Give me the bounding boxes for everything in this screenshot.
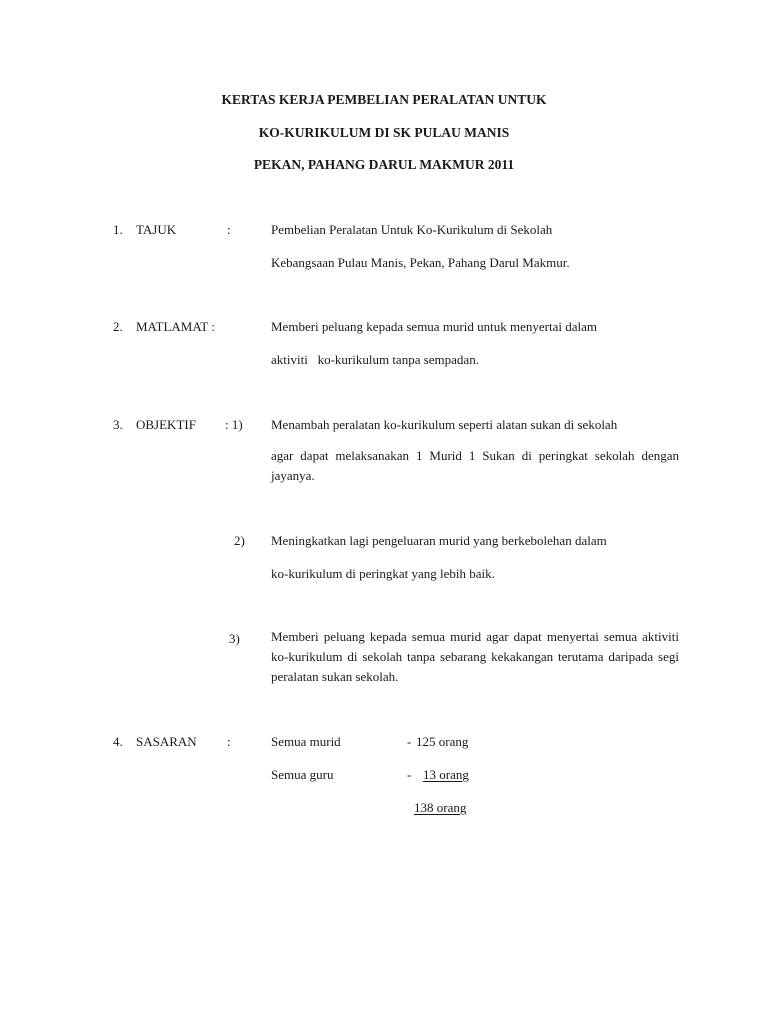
target-dash: - [407, 767, 412, 782]
objective-text-line: Menambah peralatan ko-kurikulum seperti alatan sukan di sekolah [271, 417, 618, 432]
objective-paragraph: agar dapat melaksanakan 1 Murid 1 Sukan di peringkat sekolah dengan jayanya. [271, 448, 679, 483]
section-text-line: Pembelian Peralatan Untuk Ko-Kurikulum di Sekolah [271, 222, 553, 237]
target-total: 138 orang [414, 800, 467, 815]
target-dash: - [407, 734, 412, 749]
document-title-line-3: PEKAN, PAHANG DARUL MAKMUR 2011 [253, 157, 515, 172]
target-count: 13 orang [423, 767, 469, 782]
objective-marker: 2) [234, 533, 245, 548]
target-name: Semua murid [271, 734, 341, 749]
target-name: Semua guru [271, 767, 334, 782]
objective-marker: : 1) [225, 417, 243, 432]
objective-text-line: Meningkatkan lagi pengeluaran murid yang berkebolehan dalam [271, 533, 607, 548]
section-text-line: Memberi peluang kepada semua murid untuk menyertai dalam [271, 319, 597, 334]
section-number: 2. [113, 319, 123, 334]
objective-text-line: ko-kurikulum di peringkat yang lebih baik. [271, 566, 495, 581]
section-number: 3. [113, 417, 123, 432]
section-colon: : [227, 734, 231, 749]
objective-paragraph: Memberi peluang kepada semua murid agar dapat menyertai semua aktiviti ko-kurikulum di sekolah tanpa sebarang kekakangan terutama daripada segi peralatan sukan sekolah. [271, 629, 679, 684]
section-label: TAJUK [136, 222, 177, 237]
section-text-line: Kebangsaan Pulau Manis, Pekan, Pahang Darul Makmur. [271, 255, 570, 270]
document-title-line-2: KO-KURIKULUM DI SK PULAU MANIS [258, 125, 510, 140]
section-label: SASARAN [136, 734, 197, 749]
document-title-line-1: KERTAS KERJA PEMBELIAN PERALATAN UNTUK [221, 92, 547, 107]
section-text-line: aktiviti ko-kurikulum tanpa sempadan. [271, 352, 479, 367]
section-number: 1. [113, 222, 123, 237]
target-count: 125 orang [416, 734, 469, 749]
objective-marker: 3) [229, 631, 240, 646]
section-colon: : [227, 222, 231, 237]
section-label: MATLAMAT : [136, 319, 215, 334]
section-label: OBJEKTIF [136, 417, 196, 432]
section-number: 4. [113, 734, 123, 749]
